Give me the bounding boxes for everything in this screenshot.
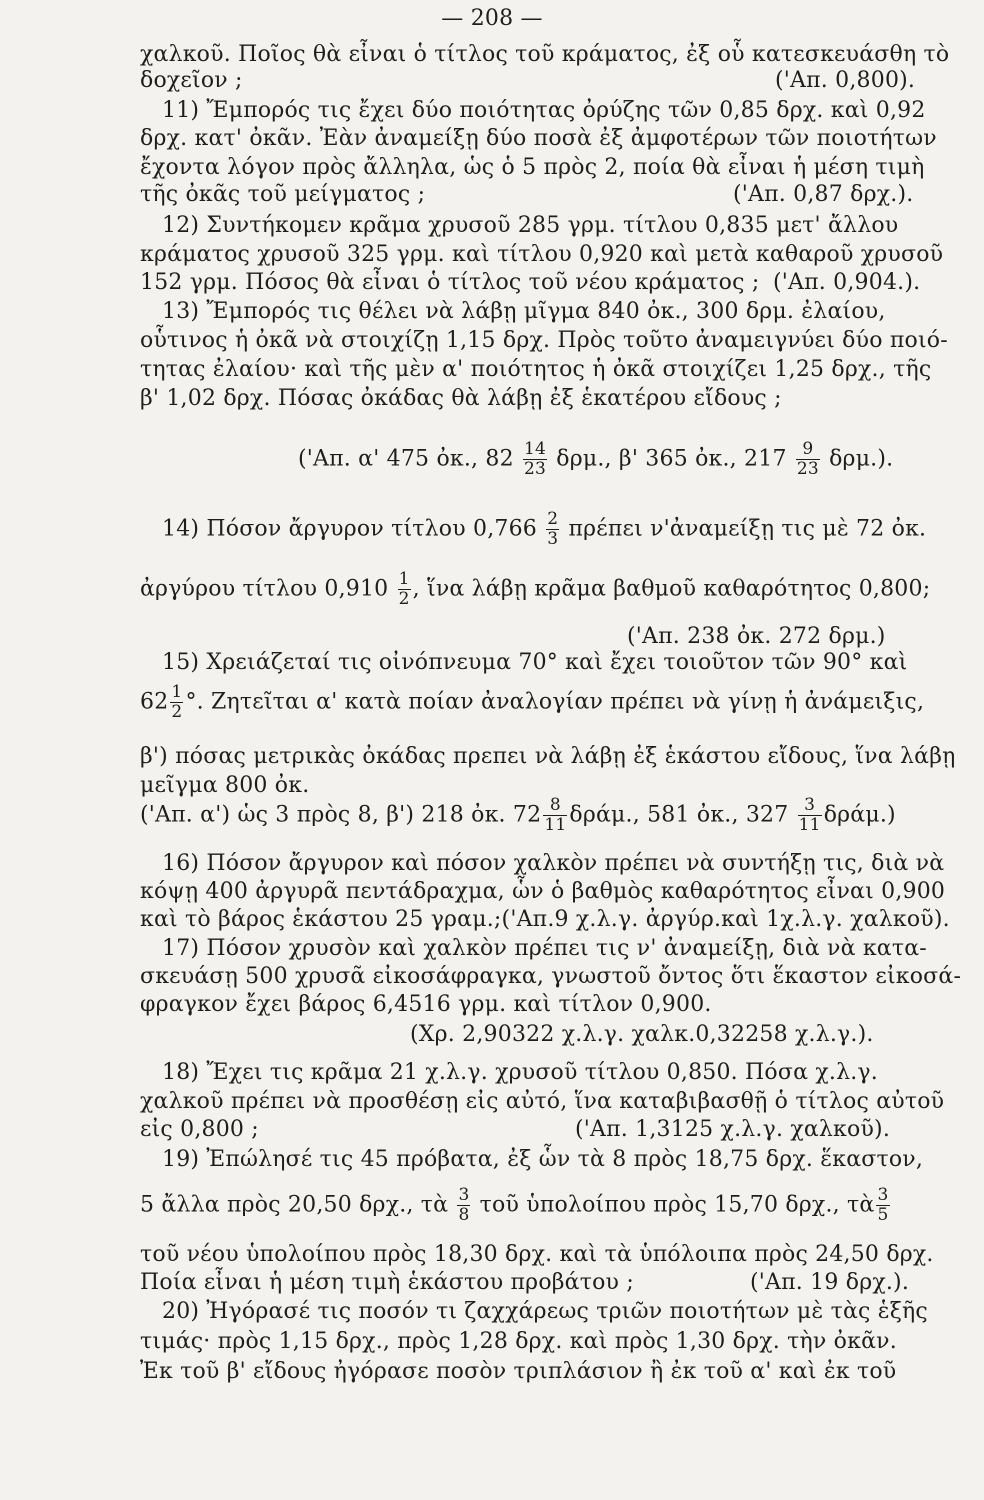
text-line: ἔχοντα λόγον πρὸς ἄλληλα, ὡς ὁ 5 πρὸς 2, ποία θὰ εἶναι ἡ μέση τιμὴ [140, 155, 925, 180]
page-number: — 208 — [441, 6, 543, 31]
text-line: τῆς ὀκᾶς τοῦ μείγματος ; [140, 182, 426, 207]
fraction: $\frac{3}{11}$ [798, 795, 821, 835]
problem-17: 17) Πόσον χρυσὸν καὶ χαλκὸν πρέπει τις ν' ἀναμείξῃ, διὰ νὰ κατα- [162, 936, 927, 961]
text-line: 152 γρμ. Πόσος θὰ εἶναι ὁ τίτλος τοῦ νέου κράματος ; [140, 270, 760, 295]
answer-text: ('Απ. 0,904.). [773, 270, 921, 295]
text-line: κόψῃ 400 ἀργυρᾶ πεντάδραχμα, ὧν ὁ βαθμὸς καθαρότητος εἶναι 0,900 [140, 879, 946, 904]
answer-text: ('Απ. 0,800). [775, 68, 916, 93]
text-line: τιμάς· πρὸς 1,15 δρχ., πρὸς 1,28 δρχ. καὶ πρὸς 1,30 δρχ. τὴν ὀκᾶν. [140, 1329, 897, 1354]
text-line: δρχ. κατ' ὀκᾶν. Ἐὰν ἀναμείξῃ δύο ποσὰ ἐξ ἀμφοτέρων τῶν ποιοτήτων [140, 126, 937, 151]
text-line: οὗτινος ἡ ὀκᾶ νὰ στοιχίζῃ 1,15 δρχ. Πρὸς τοῦτο ἀναμειγνύει δύο ποιό- [140, 328, 948, 353]
text-line: χαλκοῦ. Ποῖος θὰ εἶναι ὁ τίτλος τοῦ κράματος, ἐξ οὗ κατεσκευάσθη τὸ [140, 42, 950, 67]
answer-text: ('Απ. α' 475 ὀκ., 82 $\frac{14}{23}$ δρμ., β' 365 ὀκ., 217 $\frac{9}{23}$ δρμ.). [298, 439, 894, 479]
problem-11: 11) Ἔμπορός τις ἔχει δύο ποιότητας ὀρύζης τῶν 0,85 δρχ. καὶ 0,92 [162, 98, 926, 123]
problem-16: 16) Πόσον ἄργυρον καὶ πόσον χαλκὸν πρέπει νὰ συντήξῃ τις, διὰ νὰ [162, 851, 945, 876]
fraction: $\frac{3}{5}$ [877, 1185, 889, 1225]
fraction: $\frac{2}{3}$ [547, 509, 559, 549]
fraction: $\frac{1}{2}$ [398, 569, 410, 609]
text-line: χαλκοῦ πρέπει νὰ προσθέσῃ εἰς αὐτό, ἵνα καταβιβασθῇ ὁ τίτλος αὐτοῦ [140, 1089, 945, 1114]
text-line: Ποία εἶναι ἡ μέση τιμὴ ἑκάστου προβάτου ; [140, 1270, 634, 1295]
text-line: εἰς 0,800 ; [140, 1117, 259, 1142]
answer-text: ('Απ. 19 δρχ.). [750, 1270, 910, 1295]
text-line: β' 1,02 δρχ. Πόσας ὀκάδας θὰ λάβῃ ἐξ ἑκατέρου εἴδους ; [140, 386, 782, 411]
answer-text: ('Απ. 238 ὀκ. 272 δρμ.) [627, 624, 886, 649]
text-line: κράματος χρυσοῦ 325 γρμ. καὶ τίτλου 0,920 καὶ μετὰ καθαροῦ χρυσοῦ [140, 242, 944, 267]
text-line: ἀργύρου τίτλου 0,910 $\frac{1}{2}$ , ἵνα λάβῃ κρᾶμα βαθμοῦ καθαρότητος 0,800; [140, 569, 931, 609]
answer-text: ('Απ. 0,87 δρχ.). [733, 182, 914, 207]
text-line: δοχεῖον ; [140, 68, 243, 93]
problem-12: 12) Συντήκομεν κρᾶμα χρυσοῦ 285 γρμ. τίτλου 0,835 μετ' ἄλλου [162, 213, 899, 238]
problem-13: 13) Ἔμπορός τις θέλει νὰ λάβῃ μῖγμα 840 ὀκ., 300 δρμ. ἐλαίου, [162, 299, 886, 324]
text-line: β') πόσας μετρικὰς ὀκάδας πρεπει νὰ λάβῃ ἐξ ἑκάστου εἴδους, ἵνα λάβῃ [140, 744, 956, 769]
answer-text: ('Απ. 1,3125 χ.λ.γ. χαλκοῦ). [575, 1117, 891, 1142]
fraction: $\frac{8}{11}$ [544, 795, 567, 835]
text-line: 62 $\frac{1}{2}$ °. Ζητεῖται α' κατὰ ποίαν ἀναλογίαν πρέπει νὰ γίνῃ ἡ ἀνάμειξις, [140, 682, 925, 722]
text-line: τητας ἐλαίου· καὶ τῆς μὲν α' ποιότητος ἡ ὀκᾶ στοιχίζει 1,25 δρχ., τῆς [140, 357, 932, 382]
fraction: $\frac{1}{2}$ [171, 682, 183, 722]
problem-15: 15) Χρειάζεταί τις οἰνόπνευμα 70° καὶ ἔχει τοιοῦτον τῶν 90° καὶ [162, 650, 908, 675]
fraction: $\frac{9}{23}$ [796, 439, 819, 479]
text-line: 5 ἄλλα πρὸς 20,50 δρχ., τὰ $\frac{3}{8}$ τοῦ ὑπολοίπου πρὸς 15,70 δρχ., τὰ $\frac{3}{5}$ [140, 1185, 889, 1225]
text-line: φραγκον ἔχει βάρος 6,4516 γρμ. καὶ τίτλον 0,900. [140, 992, 712, 1017]
text-line: σκευάσῃ 500 χρυσᾶ εἰκοσάφραγκα, γνωστοῦ ὄντος ὅτι ἕκαστον εἰκοσά- [140, 964, 962, 989]
problem-18: 18) Ἔχει τις κρᾶμα 21 χ.λ.γ. χρυσοῦ τίτλου 0,850. Πόσα χ.λ.γ. [162, 1060, 878, 1085]
answer-text: (Χρ. 2,90322 χ.λ.γ. χαλκ.0,32258 χ.λ.γ.). [410, 1022, 874, 1047]
text-line: μεῖγμα 800 ὀκ. [140, 773, 310, 798]
problem-19: 19) Ἐπώλησέ τις 45 πρόβατα, ἐξ ὧν τὰ 8 πρὸς 18,75 δρχ. ἕκαστον, [162, 1147, 924, 1172]
text-line: τοῦ νέου ὑπολοίπου πρὸς 18,30 δρχ. καὶ τὰ ὑπόλοιπα πρὸς 24,50 δρχ. [140, 1242, 934, 1267]
answer-text: ('Απ. α') ὡς 3 πρὸς 8, β') 218 ὀκ. 72 $\frac{8}{11}$ δράμ., 581 ὀκ., 327 $\frac{3}{11}$ δράμ.) [140, 795, 896, 835]
text-line: καὶ τὸ βάρος ἑκάστου 25 γραμ.;('Απ.9 χ.λ.γ. ἀργύρ.καὶ 1χ.λ.γ. χαλκοῦ). [140, 907, 950, 932]
problem-20: 20) Ἠγόρασέ τις ποσόν τι ζαχχάρεως τριῶν ποιοτήτων μὲ τὰς ἑξῆς [162, 1299, 928, 1324]
text-line: Ἐκ τοῦ β' εἴδους ἠγόρασε ποσὸν τριπλάσιον ἢ ἐκ τοῦ α' καὶ ἐκ τοῦ [140, 1359, 897, 1384]
problem-14: 14) Πόσον ἄργυρον τίτλου 0,766 $\frac{2}{3}$ πρέπει ν'ἀναμείξῃ τις μὲ 72 ὀκ. [162, 509, 927, 549]
fraction: $\frac{14}{23}$ [524, 439, 547, 479]
fraction: $\frac{3}{8}$ [458, 1185, 470, 1225]
